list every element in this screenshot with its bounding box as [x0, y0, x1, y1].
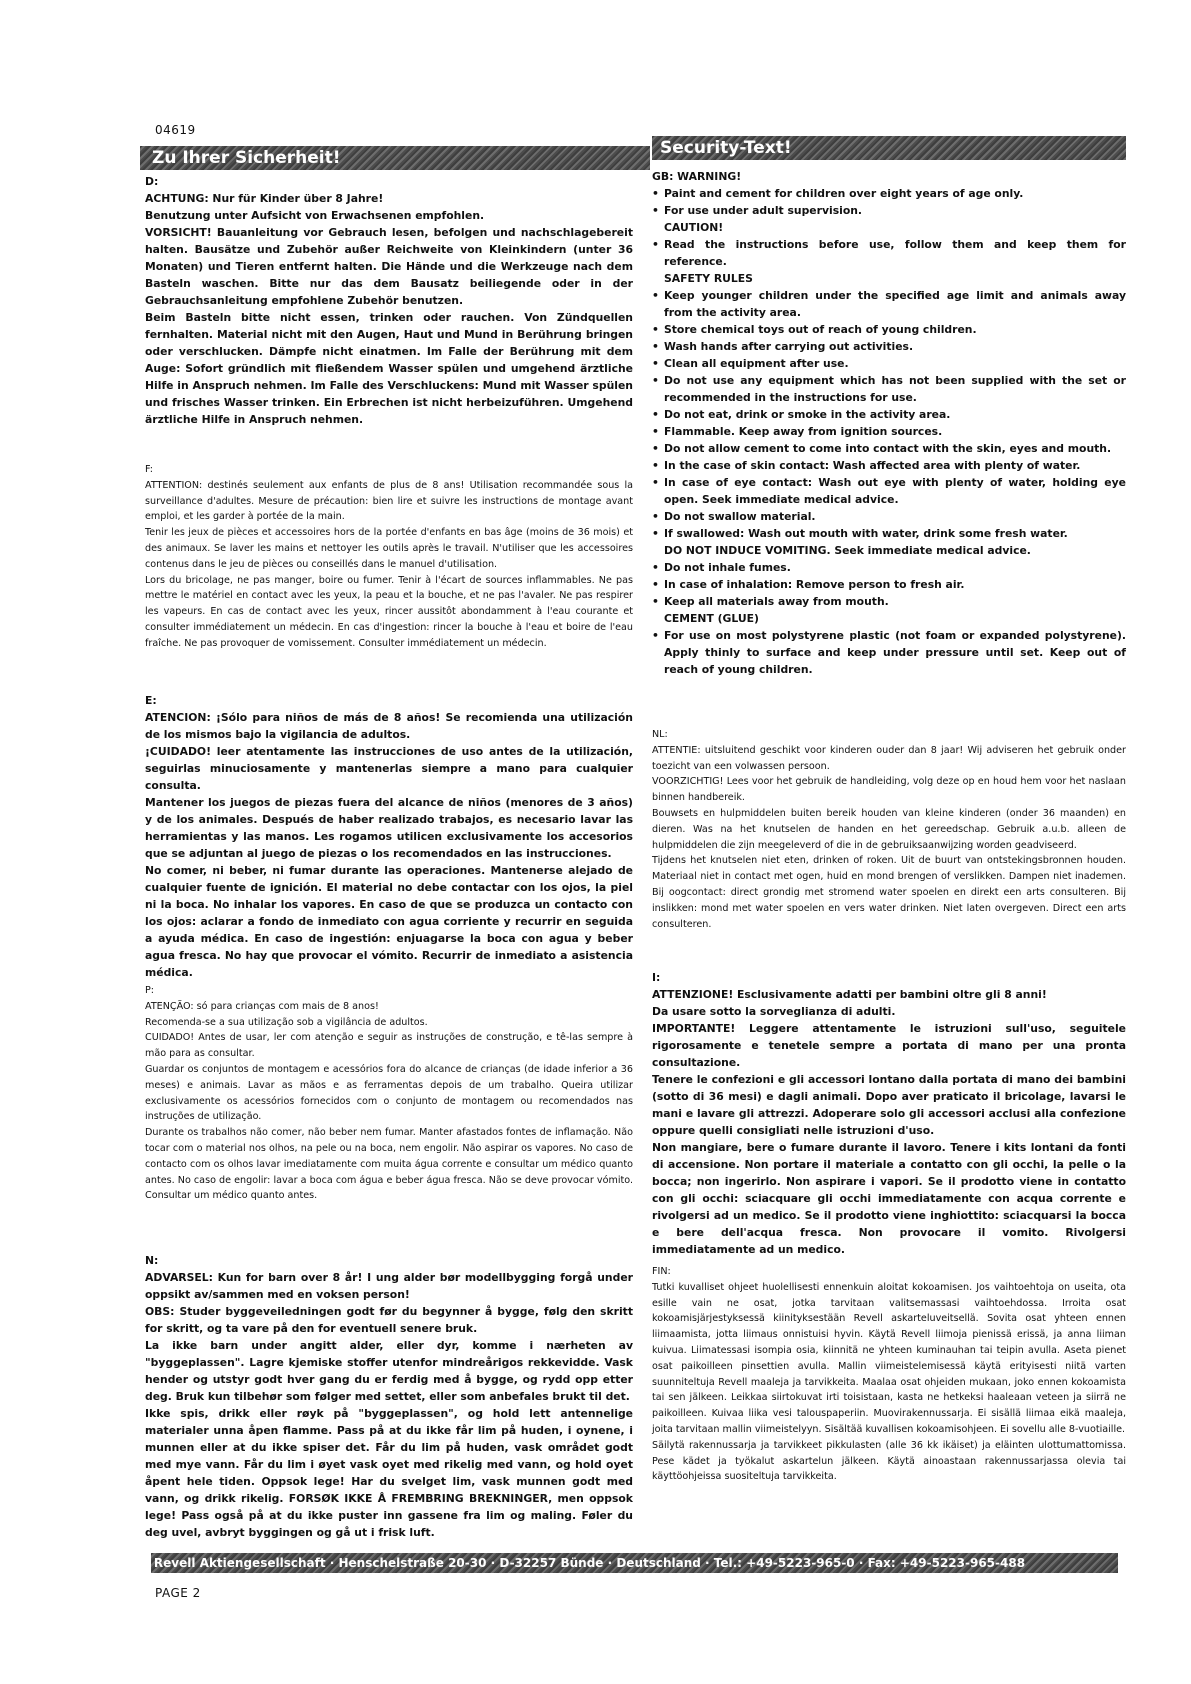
section-label: F:: [145, 464, 154, 475]
list-item: • Do not inhale fumes.: [652, 559, 1126, 576]
paragraph: VORSICHT! Bauanleitung vor Gebrauch lesen, befolgen und nachschlagebereit halten. Bausätze und Zubehör außer Reichweite von Kleinkindern (unter 36 Monaten) und Tieren entfernt halten. Die Hände und die Werkzeuge nach dem Basteln waschen. Bitte nur das dem Bausatz beiliegende oder in der Gebrauchsanleitung empfohlene Zubehör benutzen.: [145, 226, 633, 307]
section-fr: [145, 462, 633, 652]
list-item: • Keep all materials away from mouth.: [652, 593, 1126, 610]
section-nl: [652, 727, 1126, 932]
paragraph: Tijdens het knutselen niet eten, drinken of roken. Uit de buurt van ontstekingsbronnen houden. Materiaal niet in contact met ogen, huid en mond brengen of verslikken. Dampen niet inademen. Bij oogcontact: direct grondig met stromend water spoelen en direkt een arts consulteren. Bij inslikken: mond met water spoelen en vers water drinken. Niet laten overgeven. Direct een arts consulteren.: [652, 855, 1126, 930]
section-de: [145, 173, 633, 428]
safety-rules-list: [652, 287, 1126, 542]
paragraph: ATTENTION: destinés seulement aux enfants de plus de 8 ans! Utilisation recommandée sous la surveillance d'adultes. Mesure de précaution: bien lire et suivre les instructions de montage avant emploi, et les garder à portée de la main.: [145, 479, 633, 523]
list-item: • Do not use any equipment which has not been supplied with the set or recommended in the instructions for use.: [652, 372, 1126, 406]
section-no: [145, 1252, 633, 1541]
header-right: Security-Text!: [652, 136, 1126, 160]
list-item: • Do not allow cement to come into contact with the skin, eyes and mouth.: [652, 440, 1126, 457]
document-code: 04619: [155, 123, 196, 137]
list-item: • Clean all equipment after use.: [652, 355, 1126, 372]
cement-title: CEMENT (GLUE): [664, 612, 759, 625]
paragraph: Lors du bricolage, ne pas manger, boire ou fumer. Tenir à l'écart de sources inflammables. Ne pas mettre le matériel en contact avec les yeux, la peau et la bouche, et ne pas l'avaler. Ne pas respirer les vapeurs. En cas de contact avec les yeux, rincer aussitôt abondamment à l'eau courante et consulter immédiatement un médecin. En cas d'ingestion: rincer la bouche à l'eau et boire de l'eau fraîche. Ne pas provoquer de vomissement. Consulter immédiatement un médecin.: [145, 574, 633, 649]
list-item: • Store chemical toys out of reach of young children.: [652, 321, 1126, 338]
no-vomit-note: DO NOT INDUCE VOMITING. Seek immediate medical advice.: [664, 544, 1031, 557]
list-item: • Paint and cement for children over eight years of age only.: [652, 185, 1126, 202]
section-label: N:: [145, 1254, 159, 1267]
page-number: PAGE 2: [155, 1586, 201, 1600]
section-es: [145, 692, 633, 981]
header-left: Zu Ihrer Sicherheit!: [140, 146, 650, 170]
list-item: • For use under adult supervision.: [652, 202, 1126, 219]
paragraph: Tenere le confezioni e gli accessori lontano dalla portata di mano dei bambini (sotto di 36 mesi) e dagli animali. Dopo aver praticato il bricolage, lavarsi le mani e lavare gli attrezzi. Adoperare solo gli accessori acclusi alla confezione oppure quelli consigliati nelle istruzioni d'uso.: [652, 1073, 1126, 1137]
paragraph: Tenir les jeux de pièces et accessoires hors de la portée d'enfants en bas âge (moins de 36 mois) et des animaux. Se laver les mains et nettoyer les outils après le travail. N'utiliser que les accessoires contenus dans le jeu de pièces ou conseillés dans le manuel d'utilisation.: [145, 527, 633, 570]
section-pt: [145, 983, 633, 1204]
cement-list: [652, 627, 1126, 678]
paragraph: OBS: Studer byggeveiledningen godt før du begynner å bygge, følg den skritt for skritt, og ta vare på den for eventuell senere bruk.: [145, 1305, 633, 1335]
list-item: • Keep younger children under the specified age limit and animals away from the activity area.: [652, 287, 1126, 321]
caution-list: [652, 236, 1126, 270]
paragraph: ATTENTIE: uitsluitend geschikt voor kinderen ouder dan 8 jaar! Wij adviseren het gebruik onder toezicht van een volwassen persoon.: [652, 744, 1126, 772]
paragraph: ACHTUNG: Nur für Kinder über 8 Jahre!: [145, 192, 384, 205]
list-item: • In case of eye contact: Wash out eye with plenty of water, holding eye open. Seek immediate medical advice.: [652, 474, 1126, 508]
list-item: • For use on most polystyrene plastic (not foam or expanded polystyrene). Apply thinly to surface and keep under pressure until set. Keep out of reach of young children.: [652, 627, 1126, 678]
paragraph: Benutzung unter Aufsicht von Erwachsenen empfohlen.: [145, 209, 485, 222]
paragraph: Non mangiare, bere o fumare durante il lavoro. Tenere i kits lontani da fonti di accensione. Non portare il materiale a contatto con gli occhi, la pelle o la bocca; non ingerirlo. Non aspirare i vapori. Se il prodotto viene in contatto con gli occhi: sciacquare gli occhi immediatamente con acqua corrente e rivolgersi ad un medico. Se il prodotto viene inghiottito: sciacquarsi la bocca e bere dell'acqua fresca. Non provocare il vomito. Rivolgersi immediatamente ad un medico.: [652, 1141, 1126, 1256]
paragraph: CUIDADO! Antes de usar, ler com atenção e seguir as instruções de construção, e tê-las sempre à mão para as consultar.: [145, 1032, 633, 1060]
section-fin: [652, 1264, 1126, 1485]
paragraph: Ikke spis, drikk eller røyk på "byggeplassen", og hold lett antennelige materialer unna åpen flamme. Pass på at du ikke får lim på huden, i oynene, i munnen eller at du ikke spiser det. Får du lim på huden, vask området godt med mye vann. Får du lim i øyet vask oyet med rikelig med vann, og hold oyet åpent hele tiden. Oppsok lege! Har du svelget lim, vask munnen godt med vann, og drikk rikelig. FORSØK IKKE Å FREMBRING BREKNINGER, men oppsok lege! Pass også på at du ikke puster inn gassene fra lim og maling. Føler du deg uvel, avbryt byggingen og gå ut i frisk luft.: [145, 1407, 633, 1539]
list-item: • In the case of skin contact: Wash affected area with plenty of water.: [652, 457, 1126, 474]
paragraph: IMPORTANTE! Leggere attentamente le istruzioni sull'uso, seguitele rigorosamente e tenetele sempre a portata di mano per una pronta consultazione.: [652, 1022, 1126, 1069]
paragraph: Recomenda-se a sua utilização sob a vigilância de adultos.: [145, 1016, 428, 1028]
footer-bar: Revell Aktiengesellschaft · Henschelstraße 20-30 · D-32257 Bünde · Deutschland · Tel.: +49-5223-965-0 · Fax: +49-5223-965-488: [151, 1553, 1118, 1573]
list-item: • Wash hands after carrying out activities.: [652, 338, 1126, 355]
paragraph: Durante os trabalhos não comer, não beber nem fumar. Manter afastados fontes de inflamação. Não tocar com o material nos olhos, na pele ou na boca, nem engolir. Não aspirar os vapores. No caso de contacto com os olhos lavar imediatamente com muita água corrente e consultar um médico quanto antes. No caso de engolir: lavar a boca com água e beber água fresca. Não se deve provocar vómito. Consultar um médico quanto antes.: [145, 1127, 633, 1202]
paragraph: ATENÇÃO: só para crianças com mais de 8 anos!: [145, 1000, 379, 1012]
section-label: D:: [145, 175, 159, 188]
paragraph: ATTENZIONE! Esclusivamente adatti per bambini oltre gli 8 anni!: [652, 988, 1047, 1001]
section-label: I:: [652, 971, 661, 984]
section-label: GB: WARNING!: [652, 170, 742, 183]
paragraph: No comer, ni beber, ni fumar durante las operaciones. Mantenerse alejado de cualquier fuente de ignición. El material no debe contactar con los ojos, la piel ni la boca. No inhalar los vapores. En caso de que se produzca un contacto con los ojos: aclarar a fondo de inmediato con agua corriente y recurrir en seguida a ayuda médica. En caso de ingestión: enjuagarse la boca con agua y beber agua fresca. No hay que provocar el vómito. Recurrir de inmediato a asistencia médica.: [145, 864, 633, 979]
safety-rules-list-2: [652, 559, 1126, 610]
list-item: • Read the instructions before use, follow them and keep them for reference.: [652, 236, 1126, 270]
paragraph: Beim Basteln bitte nicht essen, trinken oder rauchen. Von Zündquellen fernhalten. Material nicht mit den Augen, Haut und Mund in Berührung bringen oder verschlucken. Dämpfe nicht einatmen. Im Falle der Berührung mit dem Auge: Sofort gründlich mit fließendem Wasser spülen und umgehend ärztliche Hilfe in Anspruch nehmen. Im Falle des Verschluckens: Mund mit Wasser spülen und frisches Wasser trinken. Ein Erbrechen ist nicht herbeizuführen. Umgehend ärztliche Hilfe in Anspruch nehmen.: [145, 311, 633, 426]
section-it: [652, 969, 1126, 1258]
paragraph: Bouwsets en hulpmiddelen buiten bereik houden van kleine kinderen (onder 36 maanden) en dieren. Was na het knutselen de handen en het gereedschap. Gebruik a.u.b. alleen de hulpmiddelen die zijn meegeleverd of die in de gebruiksaanwijzing worden geadviseerd.: [652, 807, 1126, 851]
paragraph: Guardar os conjuntos de montagem e acessórios fora do alcance de crianças (de idade inferior a 36 meses) e animais. Lavar as mãos e as ferramentas depois de um trabalho. Queira utilizar exclusivamente os acessórios fornecidos com o conjunto de montagem ou recomendados nas instruções de utilização.: [145, 1063, 633, 1123]
section-label: FIN:: [652, 1266, 671, 1277]
paragraph: La ikke barn under angitt alder, eller dyr, komme i nærheten av "byggeplassen". Lagre kjemiske stoffer utenfor mindreårigos rekkevidde. Vask hender og utstyr godt hver gang du er ferdig med å bygge, og rydd opp etter deg. Bruk kun tilbehør som følger med settet, eller som anbefales brukt til det.: [145, 1339, 633, 1403]
list-item: • Do not eat, drink or smoke in the activity area.: [652, 406, 1126, 423]
section-label: NL:: [652, 729, 668, 740]
intro-list: [652, 185, 1126, 219]
safety-rules-title: SAFETY RULES: [664, 272, 753, 285]
paragraph: ATENCION: ¡Sólo para niños de más de 8 años! Se recomienda una utilización de los mismos bajo la vigilancia de adultos.: [145, 711, 633, 741]
list-item: • Flammable. Keep away from ignition sources.: [652, 423, 1126, 440]
paragraph: VOORZICHTIG! Lees voor het gebruik de handleiding, volg deze op en houd hem voor het naslaan binnen handbereik.: [652, 776, 1126, 804]
section-label: E:: [145, 694, 157, 707]
section-gb: [652, 168, 1126, 678]
paragraph: Mantener los juegos de piezas fuera del alcance de niños (menores de 3 años) y de los animales. Después de haber realizado trabajos, es necesario lavar las herramientas y las manos. Les rogamos utilicen exclusivamente los accesorios que se adjuntan al juego de piezas o los recomendados en las instrucciones.: [145, 796, 633, 860]
list-item: • Do not swallow material.: [652, 508, 1126, 525]
caution-title: CAUTION!: [664, 221, 724, 234]
paragraph: Säilytä rakennussarja ja tarvikkeet pikkulasten (alle 36 kk ikäiset) ja eläinten ulottumattomissa. Pese kädet ja työkalut askartelun jälkeen. Käytä ainoastaan rakennussarjassa olevia tai käyttöohjeissa suositeltuja tarvikkeita.: [652, 1439, 1126, 1483]
list-item: • In case of inhalation: Remove person to fresh air.: [652, 576, 1126, 593]
paragraph: ¡CUIDADO! leer atentamente las instrucciones de uso antes de la utilización, seguirlas minuciosamente y mantenerlas siempre a mano para cualquier consulta.: [145, 745, 633, 792]
paragraph: Da usare sotto la sorveglianza di adulti.: [652, 1005, 896, 1018]
section-label: P:: [145, 985, 155, 996]
paragraph: Tutki kuvalliset ohjeet huolellisesti ennenkuin aloitat kokoamisen. Jos vaihtoehtoja on useita, ota esille vain ne osat, jotka tarvitaan valitsemassasi vaihtoehdossa. Irroita osat kokoamisjärjestyksessä kiinityksestään Revell askarteluveitsellä. Sovita osat yhteen ennen liimaamista, jotta liimaus onnistuisi hyvin. Käytä Revell liimoja pienissä erissä, ja anna liiman kuivua. Liimatessasi isompia osia, kiinnitä ne yhteen kuminauhan tai teipin avulla. Aseta pienet osat paikoilleen pinsettien avulla. Mallin viimeistelemisessä käytä erityisesti niitä varten suunniteltuja Revell maaleja ja tarvikkeita. Maalaa osat ohjeiden mukaan, joko ennen kokoamista tai sen jälkeen. Leikkaa siirtokuvat irti toisistaan, kasta ne hetkeksi haaleaan veteen ja siirrä ne paikoilleen. Kuivaa liika vesi talouspaperiin. Muovirakennussarja. Ei sisällä liimaa eikä maaleja, joita tarvitaan mallin viimeistelyyn. Sisältää kuvallisen kokoamisohjeen. Ei sovellu alle 8-vuotiaille.: [652, 1281, 1126, 1435]
list-item: • If swallowed: Wash out mouth with water, drink some fresh water.: [652, 525, 1126, 542]
paragraph: ADVARSEL: Kun for barn over 8 år! I ung alder bør modellbygging forgå under oppsikt av/sammen med en voksen person!: [145, 1271, 633, 1301]
